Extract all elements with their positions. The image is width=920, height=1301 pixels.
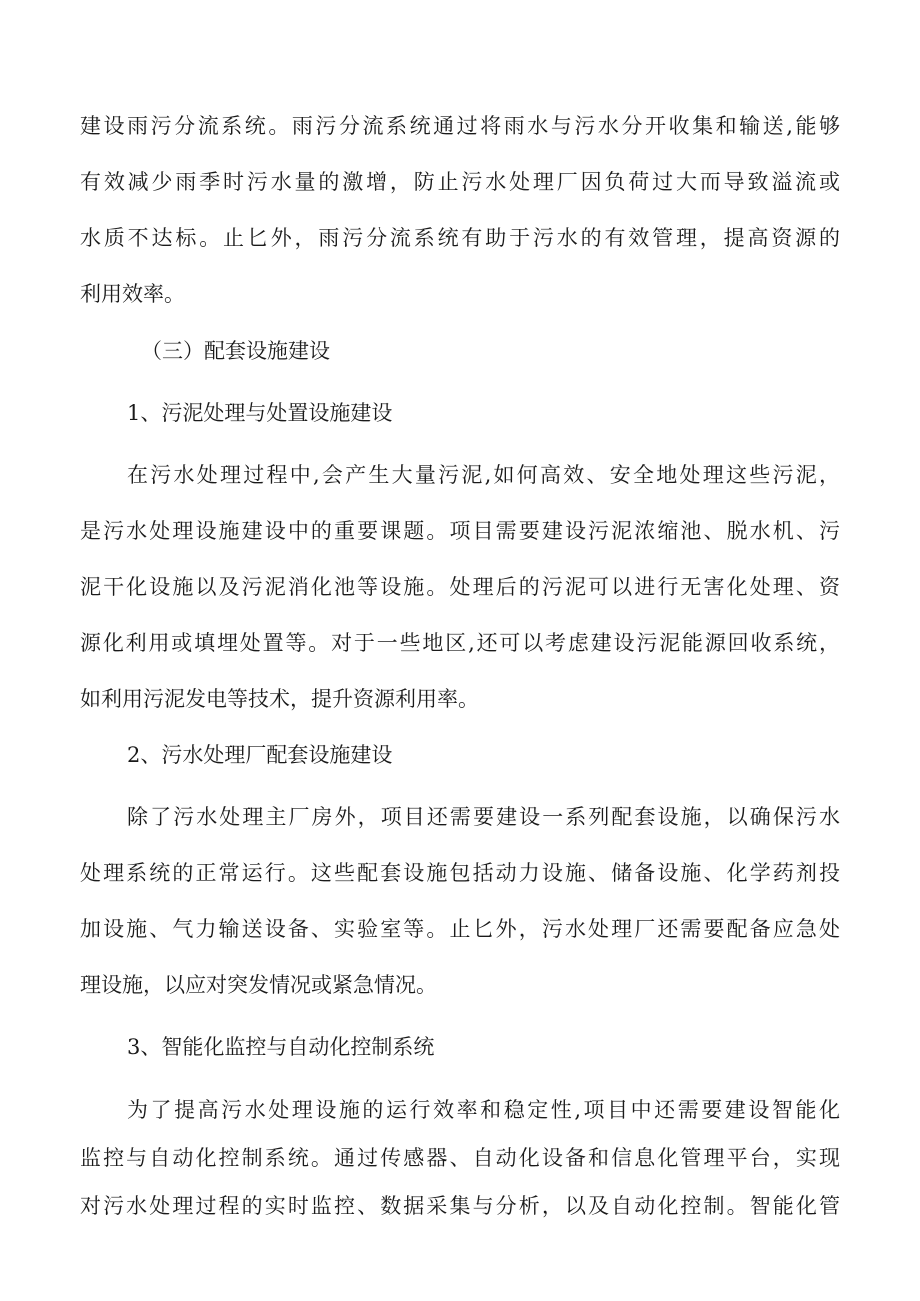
text-line: 处理系统的正常运行。这些配套设施包括动力设施、储备设施、化学药剂投 (80, 861, 840, 885)
text-line: 加设施、气力输送设备、实验室等。止匕外，污水处理厂还需要配备应急处 (80, 917, 840, 941)
text-line: 如利用污泥发电等技术，提升资源利用率。 (80, 687, 479, 711)
text-line: 除了污水处理主厂房外，项目还需要建设一系列配套设施，以确保污水 (127, 805, 840, 829)
text-line: 理设施，以应对突发情况或紧急情况。 (80, 973, 437, 997)
text-line: 建设雨污分流系统。雨污分流系统通过将雨水与污水分开收集和输送,能够 (80, 114, 840, 138)
section-heading: （三）配套设施建设 (141, 339, 330, 363)
text-line: 为了提高污水处理设施的运行效率和稳定性,项目中还需要建设智能化 (127, 1098, 840, 1122)
subsection-title: 2、污水处理厂配套设施建设 (127, 743, 393, 767)
text-line: 对污水处理过程的实时监控、数据采集与分析，以及自动化控制。智能化管 (80, 1194, 840, 1218)
text-line: 监控与自动化控制系统。通过传感器、自动化设备和信息化管理平台，实现 (80, 1146, 840, 1170)
subsection-title: 1、污泥处理与处置设施建设 (127, 401, 393, 425)
text-line: 水质不达标。止匕外，雨污分流系统有助于污水的有效管理，提高资源的 (80, 226, 840, 250)
text-line: 有效减少雨季时污水量的激增，防止污水处理厂因负荷过大而导致溢流或 (80, 170, 840, 194)
text-line: 泥干化设施以及污泥消化池等设施。处理后的污泥可以进行无害化处理、资 (80, 575, 840, 599)
text-line: 在污水处理过程中,会产生大量污泥,如何高效、安全地处理这些污泥， (127, 463, 840, 487)
text-line: 源化利用或填埋处置等。对于一些地区,还可以考虑建设污泥能源回收系统， (80, 631, 840, 655)
text-line: 利用效率。 (80, 282, 185, 306)
subsection-title: 3、智能化监控与自动化控制系统 (127, 1035, 435, 1059)
text-line: 是污水处理设施建设中的重要课题。项目需要建设污泥浓缩池、脱水机、污 (80, 519, 840, 543)
